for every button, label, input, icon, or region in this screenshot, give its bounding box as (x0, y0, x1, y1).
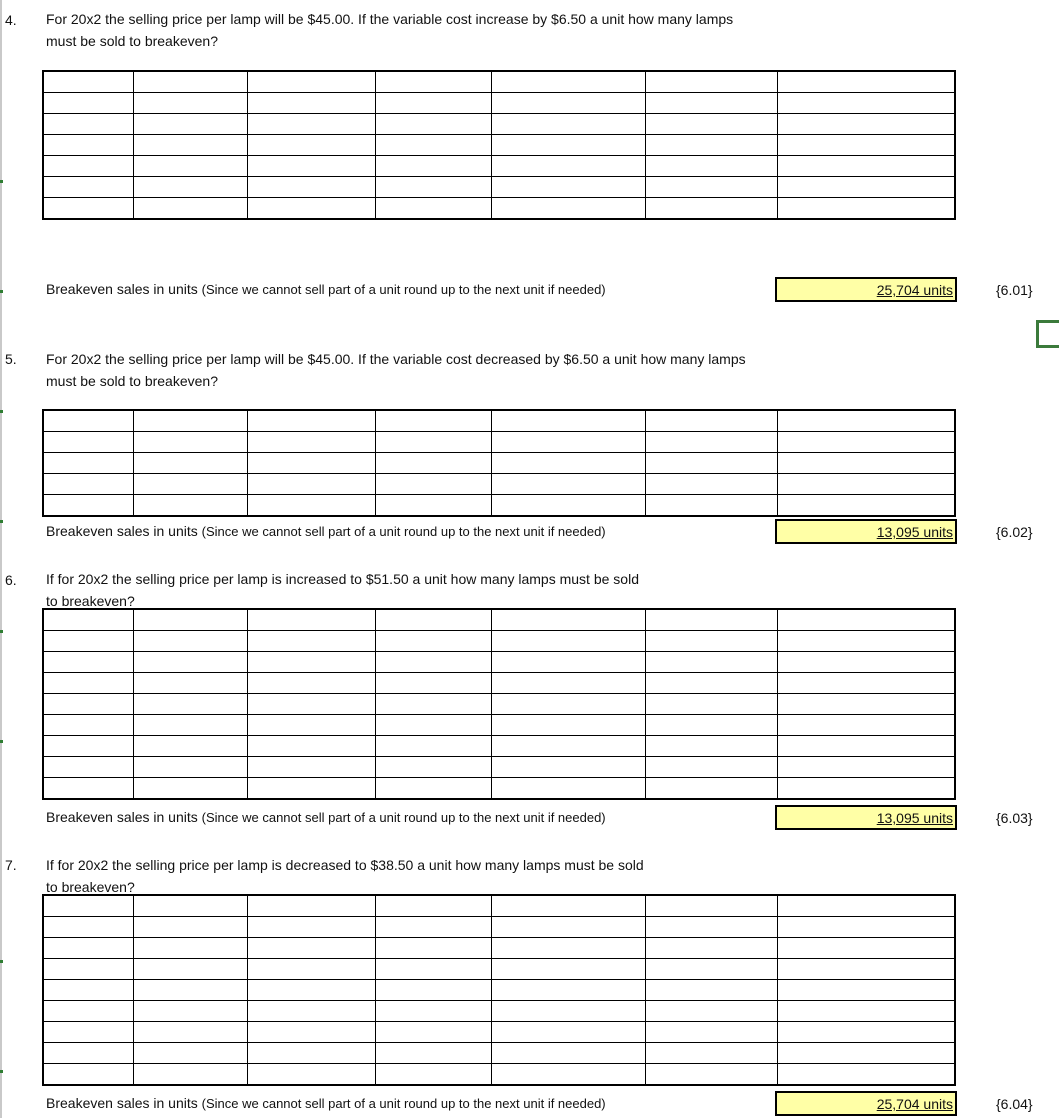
question-line-2: must be sold to breakeven? (46, 33, 218, 49)
grid-row (43, 959, 955, 980)
answer-note: (Since we cannot sell part of a unit round up to the next unit if needed) (201, 810, 606, 825)
grid-cell[interactable] (777, 495, 955, 517)
grid-cell[interactable] (375, 1001, 491, 1022)
grid-cell[interactable] (375, 432, 491, 453)
grid-cell[interactable] (43, 609, 133, 631)
grid-cell[interactable] (777, 93, 955, 114)
question-text (46, 568, 639, 612)
grid-cell[interactable] (43, 631, 133, 652)
grid-cell[interactable] (133, 938, 247, 959)
grid-cell[interactable] (645, 1064, 777, 1086)
grid-row (43, 198, 955, 220)
grid-row (43, 980, 955, 1001)
grid-cell[interactable] (133, 135, 247, 156)
grid-cell[interactable] (777, 474, 955, 495)
question-line-2: to breakeven? (46, 593, 135, 609)
grid-cell[interactable] (133, 1064, 247, 1086)
grid-cell[interactable] (247, 980, 375, 1001)
reference-code: {6.01} (996, 282, 1033, 298)
grid-cell[interactable] (645, 609, 777, 631)
grid-cell[interactable] (645, 1022, 777, 1043)
grid-cell[interactable] (645, 198, 777, 220)
grid-cell[interactable] (645, 410, 777, 432)
answer-note: (Since we cannot sell part of a unit round up to the next unit if needed) (201, 524, 606, 539)
grid-cell[interactable] (491, 198, 645, 220)
grid-cell[interactable] (645, 938, 777, 959)
grid-cell[interactable] (491, 1001, 645, 1022)
grid-row (43, 895, 955, 917)
grid-cell[interactable] (43, 495, 133, 517)
grid-row (43, 474, 955, 495)
grid-cell[interactable] (645, 114, 777, 135)
grid-cell[interactable] (247, 156, 375, 177)
grid-cell[interactable] (777, 673, 955, 694)
grid-row (43, 114, 955, 135)
answer-cell[interactable] (775, 519, 957, 544)
grid-cell[interactable] (777, 1001, 955, 1022)
grid-cell[interactable] (247, 474, 375, 495)
question-text (46, 348, 746, 392)
grid-cell[interactable] (247, 694, 375, 715)
grid-cell[interactable] (645, 757, 777, 778)
grid-cell[interactable] (491, 156, 645, 177)
question-line-1: If for 20x2 the selling price per lamp is decreased to $38.50 a unit how many lamps must be sold (46, 857, 644, 873)
grid-cell[interactable] (777, 938, 955, 959)
grid-cell[interactable] (777, 652, 955, 673)
grid-cell[interactable] (375, 895, 491, 917)
grid-row (43, 652, 955, 673)
grid-row (43, 694, 955, 715)
grid-cell[interactable] (43, 410, 133, 432)
grid-cell[interactable] (133, 432, 247, 453)
grid-cell[interactable] (43, 757, 133, 778)
grid-cell[interactable] (777, 198, 955, 220)
grid-row (43, 778, 955, 800)
grid-cell[interactable] (247, 495, 375, 517)
grid-cell[interactable] (247, 1043, 375, 1064)
grid-cell[interactable] (777, 609, 955, 631)
question-line-2: to breakeven? (46, 879, 135, 895)
grid-row (43, 1022, 955, 1043)
answer-cell[interactable] (775, 805, 957, 830)
grid-cell[interactable] (43, 135, 133, 156)
grid-cell[interactable] (491, 736, 645, 757)
grid-cell[interactable] (247, 1001, 375, 1022)
grid-cell[interactable] (133, 980, 247, 1001)
grid-cell[interactable] (133, 778, 247, 800)
grid-cell[interactable] (645, 673, 777, 694)
grid-row (43, 432, 955, 453)
grid-cell[interactable] (247, 757, 375, 778)
grid-cell[interactable] (645, 474, 777, 495)
grid-cell[interactable] (645, 71, 777, 93)
grid-cell[interactable] (491, 177, 645, 198)
edge-tick (0, 520, 3, 523)
grid-cell[interactable] (133, 631, 247, 652)
edge-tick (0, 180, 3, 183)
grid-row (43, 71, 955, 93)
answer-note: (Since we cannot sell part of a unit round up to the next unit if needed) (201, 282, 606, 297)
grid-cell[interactable] (645, 453, 777, 474)
grid-cell[interactable] (491, 757, 645, 778)
grid-cell[interactable] (133, 1043, 247, 1064)
grid-cell[interactable] (375, 959, 491, 980)
grid-cell[interactable] (491, 474, 645, 495)
grid-cell[interactable] (645, 959, 777, 980)
grid-cell[interactable] (133, 410, 247, 432)
grid-cell[interactable] (375, 474, 491, 495)
grid-row (43, 495, 955, 517)
grid-row (43, 757, 955, 778)
grid-row (43, 156, 955, 177)
question-line-1: If for 20x2 the selling price per lamp is increased to $51.50 a unit how many lamps must be sold (46, 571, 639, 587)
grid-cell[interactable] (777, 757, 955, 778)
question-line-1: For 20x2 the selling price per lamp will be $45.00. If the variable cost decreased by $6.50 a unit how many lamps (46, 351, 746, 367)
grid-cell[interactable] (491, 959, 645, 980)
grid-cell[interactable] (247, 410, 375, 432)
grid-cell[interactable] (375, 1022, 491, 1043)
grid-row (43, 609, 955, 631)
grid-cell[interactable] (247, 177, 375, 198)
grid-cell[interactable] (375, 980, 491, 1001)
grid-cell[interactable] (375, 609, 491, 631)
grid-cell[interactable] (247, 917, 375, 938)
edge-tick (0, 630, 3, 633)
grid-cell[interactable] (777, 1064, 955, 1086)
grid-cell[interactable] (491, 778, 645, 800)
grid-cell[interactable] (645, 93, 777, 114)
grid-cell[interactable] (43, 778, 133, 800)
grid-cell[interactable] (133, 652, 247, 673)
grid-cell[interactable] (43, 474, 133, 495)
grid-cell[interactable] (777, 917, 955, 938)
grid-cell[interactable] (43, 715, 133, 736)
grid-cell[interactable] (491, 673, 645, 694)
grid-cell[interactable] (43, 1001, 133, 1022)
answer-note: (Since we cannot sell part of a unit round up to the next unit if needed) (201, 1096, 606, 1111)
grid-cell[interactable] (777, 1022, 955, 1043)
grid-cell[interactable] (491, 114, 645, 135)
grid-cell[interactable] (375, 694, 491, 715)
answer-value: 25,704 units (876, 282, 953, 298)
grid-cell[interactable] (375, 156, 491, 177)
grid-cell[interactable] (375, 938, 491, 959)
grid-cell[interactable] (133, 177, 247, 198)
work-grid[interactable] (42, 608, 956, 800)
grid-cell[interactable] (43, 959, 133, 980)
answer-value: 25,704 units (876, 1096, 953, 1112)
grid-cell[interactable] (491, 917, 645, 938)
grid-cell[interactable] (43, 895, 133, 917)
grid-cell[interactable] (247, 938, 375, 959)
grid-row (43, 715, 955, 736)
grid-cell[interactable] (247, 673, 375, 694)
grid-cell[interactable] (247, 453, 375, 474)
grid-cell[interactable] (777, 156, 955, 177)
grid-cell[interactable] (247, 1022, 375, 1043)
grid-cell[interactable] (133, 757, 247, 778)
grid-cell[interactable] (247, 652, 375, 673)
grid-cell[interactable] (491, 432, 645, 453)
grid-cell[interactable] (491, 1022, 645, 1043)
grid-cell[interactable] (645, 135, 777, 156)
grid-cell[interactable] (645, 715, 777, 736)
grid-cell[interactable] (645, 917, 777, 938)
grid-cell[interactable] (375, 453, 491, 474)
reference-code: {6.02} (996, 524, 1033, 540)
grid-cell[interactable] (645, 895, 777, 917)
grid-cell[interactable] (777, 135, 955, 156)
grid-cell[interactable] (645, 495, 777, 517)
grid-row (43, 631, 955, 652)
grid-cell[interactable] (133, 156, 247, 177)
answer-label-text: Breakeven sales in units (46, 809, 198, 825)
grid-cell[interactable] (375, 71, 491, 93)
edge-tick (0, 290, 3, 293)
grid-cell[interactable] (133, 453, 247, 474)
grid-cell[interactable] (247, 135, 375, 156)
grid-cell[interactable] (645, 432, 777, 453)
grid-cell[interactable] (375, 673, 491, 694)
grid-cell[interactable] (375, 410, 491, 432)
grid-cell[interactable] (247, 715, 375, 736)
grid-cell[interactable] (491, 715, 645, 736)
grid-cell[interactable] (375, 778, 491, 800)
grid-cell[interactable] (43, 93, 133, 114)
edge-tick (0, 740, 3, 743)
grid-cell[interactable] (777, 980, 955, 1001)
edge-tick (0, 960, 3, 963)
grid-cell[interactable] (777, 715, 955, 736)
answer-cell[interactable] (775, 277, 957, 302)
grid-cell[interactable] (43, 980, 133, 1001)
grid-cell[interactable] (133, 959, 247, 980)
grid-cell[interactable] (777, 736, 955, 757)
grid-cell[interactable] (491, 71, 645, 93)
grid-cell[interactable] (375, 495, 491, 517)
question-text (46, 854, 644, 898)
grid-cell[interactable] (43, 453, 133, 474)
grid-cell[interactable] (247, 895, 375, 917)
grid-cell[interactable] (645, 156, 777, 177)
grid-cell[interactable] (375, 135, 491, 156)
grid-cell[interactable] (133, 474, 247, 495)
grid-cell[interactable] (777, 177, 955, 198)
grid-cell[interactable] (777, 410, 955, 432)
grid-cell[interactable] (491, 93, 645, 114)
grid-cell[interactable] (491, 410, 645, 432)
grid-cell[interactable] (777, 71, 955, 93)
answer-label (46, 523, 606, 539)
left-edge-line (0, 0, 2, 1118)
grid-cell[interactable] (247, 93, 375, 114)
grid-cell[interactable] (43, 1022, 133, 1043)
grid-cell[interactable] (43, 177, 133, 198)
grid-cell[interactable] (777, 694, 955, 715)
question-line-1: For 20x2 the selling price per lamp will be $45.00. If the variable cost increase by $6.50 a unit how many lamps (46, 11, 734, 27)
grid-cell[interactable] (491, 495, 645, 517)
grid-cell[interactable] (43, 694, 133, 715)
work-grid[interactable] (42, 70, 956, 220)
grid-cell[interactable] (43, 198, 133, 220)
grid-row (43, 453, 955, 474)
work-grid[interactable] (42, 894, 956, 1086)
question-number: 4. (5, 12, 17, 28)
grid-cell[interactable] (375, 114, 491, 135)
grid-row (43, 736, 955, 757)
grid-cell[interactable] (777, 1043, 955, 1064)
grid-cell[interactable] (43, 114, 133, 135)
answer-value: 13,095 units (876, 810, 953, 826)
grid-cell[interactable] (247, 198, 375, 220)
grid-cell[interactable] (247, 609, 375, 631)
grid-cell[interactable] (43, 156, 133, 177)
grid-cell[interactable] (777, 631, 955, 652)
grid-cell[interactable] (247, 778, 375, 800)
grid-cell[interactable] (491, 631, 645, 652)
grid-cell[interactable] (43, 673, 133, 694)
grid-cell[interactable] (645, 631, 777, 652)
grid-cell[interactable] (133, 736, 247, 757)
grid-cell[interactable] (491, 938, 645, 959)
edge-tick (0, 1070, 3, 1073)
grid-cell[interactable] (491, 1064, 645, 1086)
answer-label-text: Breakeven sales in units (46, 523, 198, 539)
grid-cell[interactable] (375, 917, 491, 938)
grid-row (43, 93, 955, 114)
grid-cell[interactable] (133, 694, 247, 715)
question-text (46, 8, 733, 52)
grid-cell[interactable] (133, 71, 247, 93)
grid-cell[interactable] (133, 1022, 247, 1043)
grid-cell[interactable] (43, 71, 133, 93)
grid-cell[interactable] (133, 715, 247, 736)
grid-cell[interactable] (777, 778, 955, 800)
grid-cell[interactable] (43, 917, 133, 938)
answer-label (46, 281, 606, 297)
grid-row (43, 1064, 955, 1086)
grid-cell[interactable] (133, 1001, 247, 1022)
grid-cell[interactable] (645, 1043, 777, 1064)
grid-cell[interactable] (133, 673, 247, 694)
grid-row (43, 1043, 955, 1064)
grid-cell[interactable] (777, 453, 955, 474)
grid-cell[interactable] (645, 1001, 777, 1022)
grid-cell[interactable] (133, 895, 247, 917)
grid-cell[interactable] (491, 980, 645, 1001)
answer-cell[interactable] (775, 1091, 957, 1116)
reference-code: {6.04} (996, 1096, 1033, 1112)
grid-cell[interactable] (43, 938, 133, 959)
grid-cell[interactable] (247, 631, 375, 652)
grid-cell[interactable] (645, 736, 777, 757)
grid-cell[interactable] (247, 959, 375, 980)
answer-label-text: Breakeven sales in units (46, 281, 198, 297)
grid-row (43, 1001, 955, 1022)
grid-cell[interactable] (491, 453, 645, 474)
grid-cell[interactable] (375, 715, 491, 736)
answer-label (46, 1095, 606, 1111)
edge-tick (0, 410, 3, 413)
grid-cell[interactable] (133, 198, 247, 220)
grid-row (43, 938, 955, 959)
grid-cell[interactable] (491, 694, 645, 715)
grid-cell[interactable] (375, 757, 491, 778)
grid-cell[interactable] (247, 114, 375, 135)
grid-cell[interactable] (375, 1064, 491, 1086)
grid-cell[interactable] (777, 959, 955, 980)
grid-cell[interactable] (43, 1043, 133, 1064)
grid-cell[interactable] (247, 736, 375, 757)
grid-cell[interactable] (777, 114, 955, 135)
grid-cell[interactable] (375, 652, 491, 673)
grid-cell[interactable] (43, 736, 133, 757)
grid-cell[interactable] (375, 198, 491, 220)
question-number: 6. (5, 572, 17, 588)
answer-value: 13,095 units (876, 524, 953, 540)
grid-cell[interactable] (133, 93, 247, 114)
grid-cell[interactable] (133, 114, 247, 135)
grid-cell[interactable] (777, 895, 955, 917)
grid-cell[interactable] (645, 694, 777, 715)
grid-cell[interactable] (491, 895, 645, 917)
grid-cell[interactable] (133, 495, 247, 517)
grid-cell[interactable] (247, 71, 375, 93)
question-number: 7. (5, 857, 17, 873)
grid-cell[interactable] (491, 135, 645, 156)
grid-cell[interactable] (43, 432, 133, 453)
answer-label-text: Breakeven sales in units (46, 1095, 198, 1111)
grid-cell[interactable] (375, 1043, 491, 1064)
grid-cell[interactable] (491, 652, 645, 673)
grid-row (43, 177, 955, 198)
grid-cell[interactable] (491, 1043, 645, 1064)
cell-selection-marker[interactable] (1036, 320, 1059, 348)
grid-cell[interactable] (375, 736, 491, 757)
grid-cell[interactable] (375, 631, 491, 652)
question-number: 5. (5, 351, 17, 367)
work-grid[interactable] (42, 409, 956, 517)
answer-label (46, 809, 606, 825)
grid-cell[interactable] (645, 980, 777, 1001)
grid-cell[interactable] (777, 432, 955, 453)
grid-cell[interactable] (247, 432, 375, 453)
grid-cell[interactable] (375, 177, 491, 198)
grid-cell[interactable] (133, 917, 247, 938)
grid-row (43, 673, 955, 694)
grid-cell[interactable] (645, 652, 777, 673)
grid-cell[interactable] (645, 778, 777, 800)
grid-row (43, 410, 955, 432)
grid-cell[interactable] (645, 177, 777, 198)
grid-row (43, 917, 955, 938)
grid-cell[interactable] (375, 93, 491, 114)
grid-cell[interactable] (247, 1064, 375, 1086)
grid-cell[interactable] (43, 1064, 133, 1086)
grid-cell[interactable] (133, 609, 247, 631)
reference-code: {6.03} (996, 810, 1033, 826)
grid-cell[interactable] (43, 652, 133, 673)
grid-row (43, 135, 955, 156)
question-line-2: must be sold to breakeven? (46, 373, 218, 389)
grid-cell[interactable] (491, 609, 645, 631)
